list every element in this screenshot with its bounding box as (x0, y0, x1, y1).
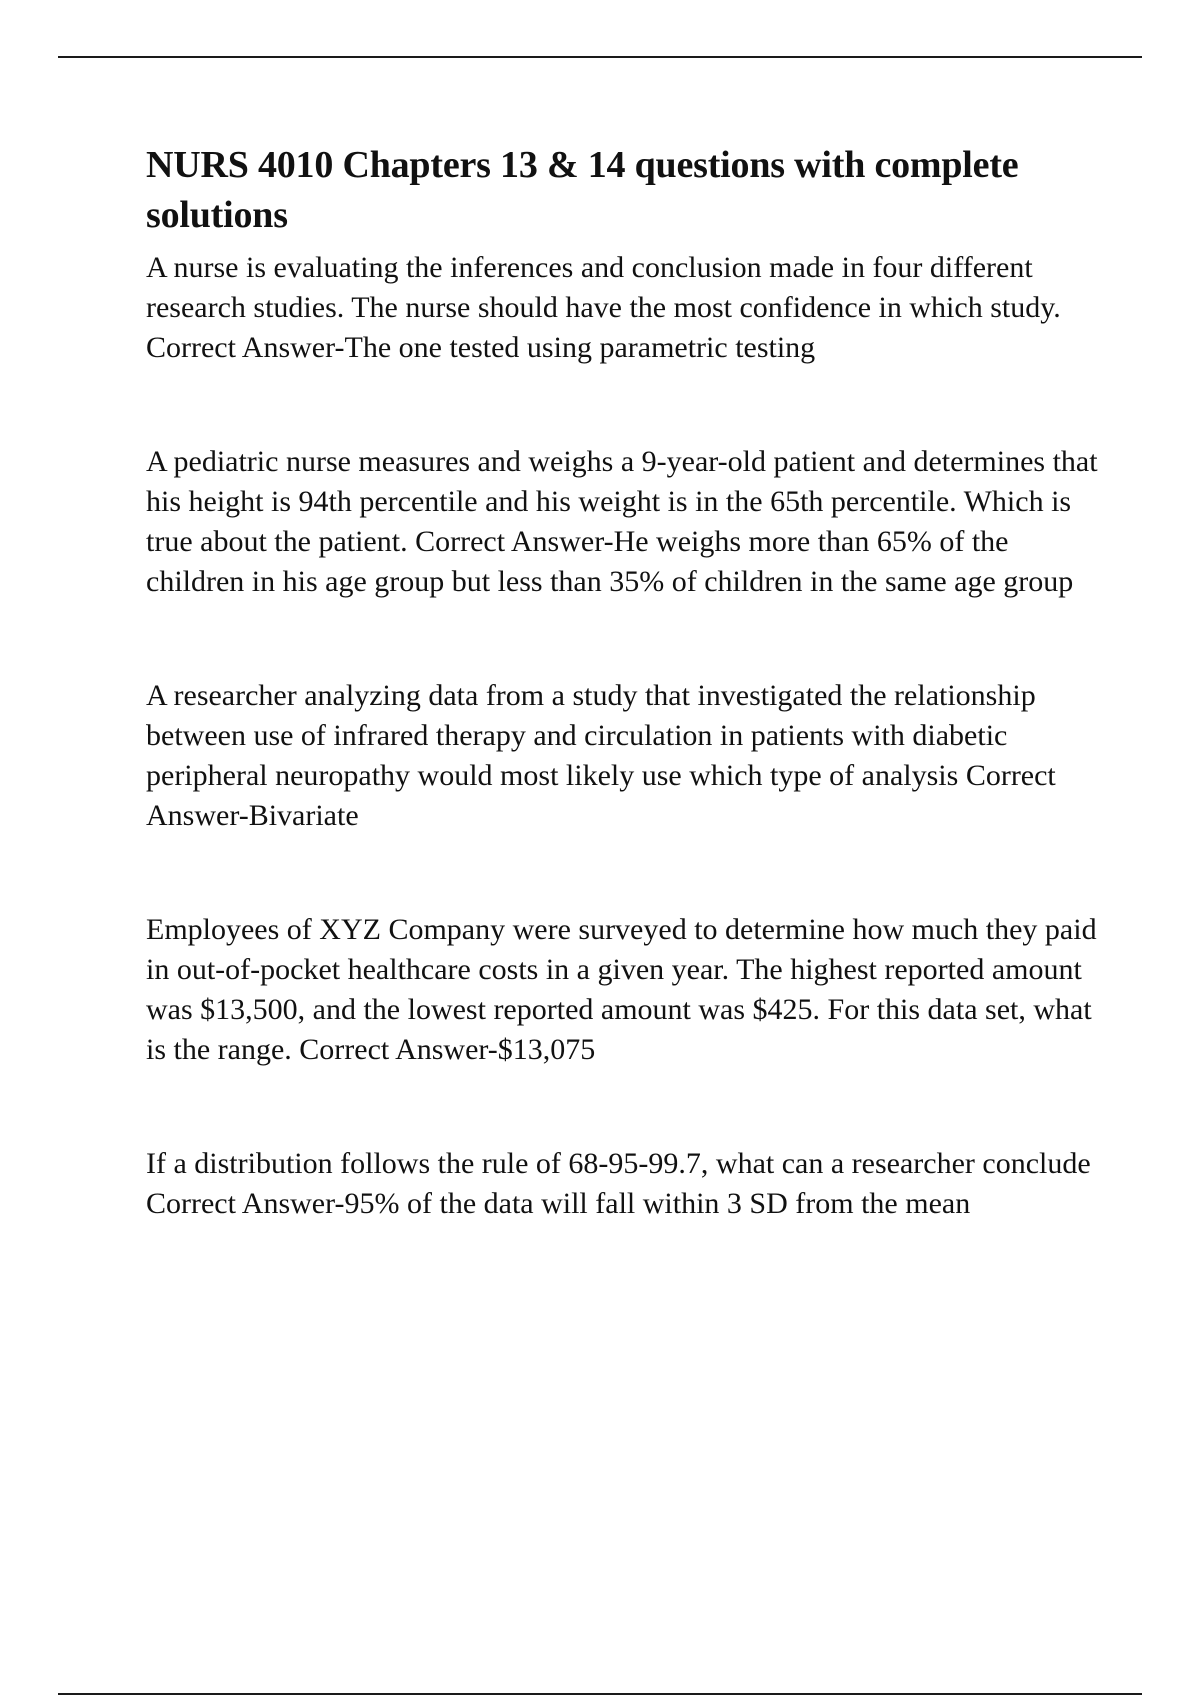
header-rule (58, 56, 1142, 58)
qa-item-1: A nurse is evaluating the inferences and conclusion made in four different research studies. The nurse should have the most confidence in which study. Correct Answer-The one tested using parametric testing (146, 251, 1061, 364)
document-body (146, 140, 1106, 1224)
qa-item-2: A pediatric nurse measures and weighs a 9-year-old patient and determines that his height is 94th percentile and his weight is in the 65th percentile. Which is true about the patient. Correct Answer-He weighs more than 65% of the children in his age group but less than 35% of children in the same age group (146, 445, 1098, 598)
document-title: NURS 4010 Chapters 13 & 14 questions with complete solutions (146, 144, 1019, 236)
qa-item-4: Employees of XYZ Company were surveyed to determine how much they paid in out-of-pocket healthcare costs in a given year. The highest reported amount was $13,500, and the lowest reported amount was $425. For this data set, what is the range. Correct Answer-$13,075 (146, 913, 1097, 1066)
qa-item-5: If a distribution follows the rule of 68-95-99.7, what can a researcher conclude Correct Answer-95% of the data will fall within 3 SD from the mean (146, 1147, 1091, 1220)
footer-rule (58, 1693, 1142, 1695)
qa-item-3: A researcher analyzing data from a study that investigated the relationship between use of infrared therapy and circulation in patients with diabetic peripheral neuropathy would most likely use which type of analysis Correct Answer-Bivariate (146, 679, 1056, 832)
